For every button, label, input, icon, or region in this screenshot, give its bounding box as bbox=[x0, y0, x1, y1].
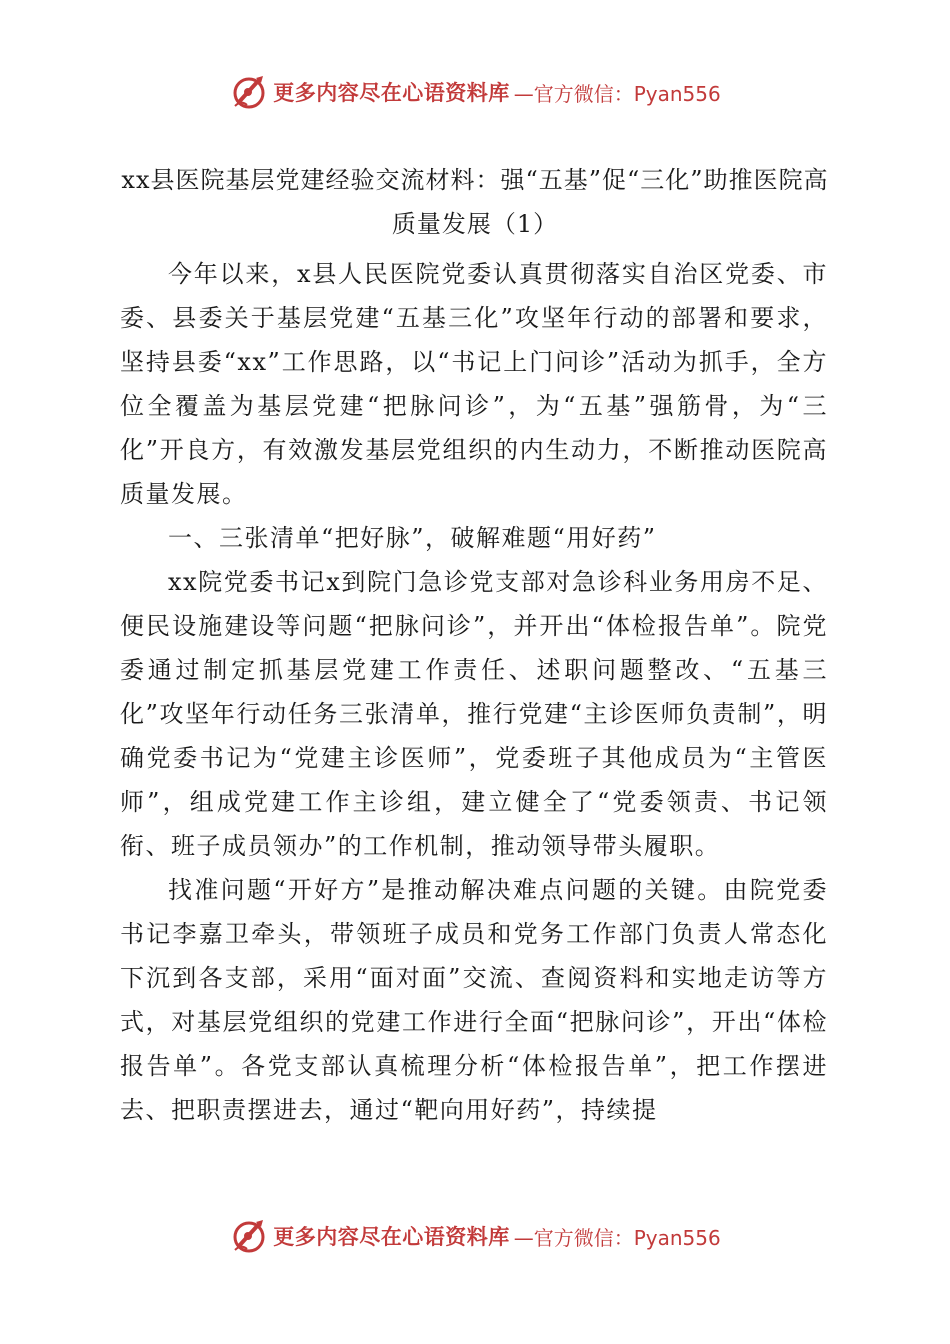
header-banner bbox=[0, 68, 950, 116]
document-title: xx县医院基层党建经验交流材料：强“五基”促“三化”助推医院高质量发展（1） bbox=[121, 166, 829, 238]
pen-seal-logo-icon bbox=[229, 1216, 269, 1256]
intro-paragraph: 今年以来，x县人民医院党委认真贯彻落实自治区党委、市委、县委关于基层党建“五基三化”攻坚年行动的部署和要求，坚持县委“xx”工作思路，以“书记上门问诊”活动为抓手，全方位全覆盖为基层党建“把脉问诊”，为“五基”强筋骨，为“三化”开良方，有效激发基层党组织的内生动力，不断推动医院高质量发展。 bbox=[120, 260, 828, 508]
body-paragraph: xx院党委书记x到院门急诊党支部对急诊科业务用房不足、便民设施建设等问题“把脉问诊”，并开出“体检报告单”。院党委通过制定抓基层党建工作责任、述职问题整改、“五基三化”攻坚年行动任务三张清单，推行党建“主诊医师负责制”，明确党委书记为“党建主诊医师”，党委班子其他成员为“主管医师”，组成党建工作主诊组，建立健全了“党委领责、书记领衔、班子成员领办”的工作机制，推动领导带头履职。 bbox=[120, 568, 828, 860]
body-paragraph: 找准问题“开好方”是推动解决难点问题的关键。由院党委书记李嘉卫牵头，带领班子成员和党务工作部门负责人常态化下沉到各支部，采用“面对面”交流、查阅资料和实地走访等方式，对基层党组织的党建工作进行全面“把脉问诊”，开出“体检报告单”。各党支部认真梳理分析“体检报告单”，把工作摆进去、把职责摆进去，通过“靶向用好药”，持续提 bbox=[120, 876, 828, 1124]
pen-seal-logo-icon bbox=[229, 72, 269, 112]
banner-contact: —官方微信：Pyan556 bbox=[513, 1225, 721, 1250]
document-body bbox=[120, 252, 828, 1132]
section-heading: 一、三张清单“把好脉”，破解难题“用好药” bbox=[168, 524, 657, 552]
banner-contact: —官方微信：Pyan556 bbox=[513, 81, 721, 106]
banner-text: 更多内容尽在心语资料库 bbox=[273, 1224, 510, 1249]
footer-banner bbox=[0, 1212, 950, 1260]
banner-text: 更多内容尽在心语资料库 bbox=[273, 80, 510, 105]
